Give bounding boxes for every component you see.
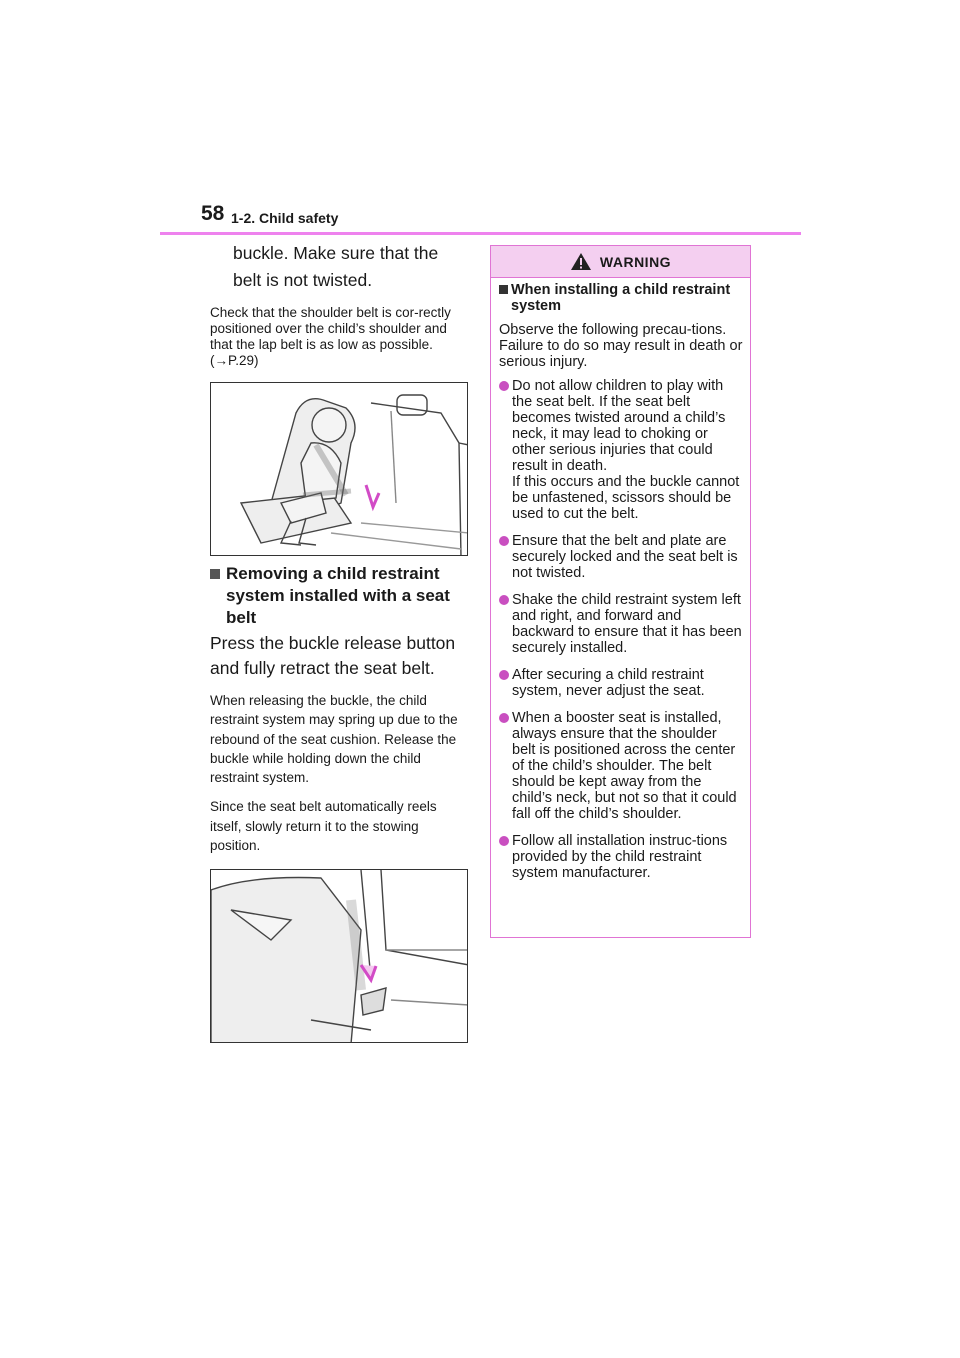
square-bullet-icon <box>499 285 508 294</box>
left-column <box>210 240 468 1043</box>
list-item: When a booster seat is installed, always ensure that the shoulder belt is positioned across the center of the child’s shoulder. The belt should be kept away from the child’s neck, but not so that it could fall off the child’s shoulder. <box>499 710 743 822</box>
header-rule <box>160 232 801 235</box>
bullet-dot-icon <box>499 536 509 546</box>
warning-title: WARNING <box>599 253 672 270</box>
list-item: After securing a child restraint system, never adjust the seat. <box>499 667 743 699</box>
booster-seat-illustration <box>210 382 468 556</box>
instruction-text: Press the buckle release button and fully retract the seat belt. <box>210 633 456 678</box>
warning-triangle-icon <box>570 252 592 271</box>
section-title: 1-2. Child safety <box>231 210 339 226</box>
buckle-release-illustration <box>210 869 468 1043</box>
bullet-dot-icon <box>499 836 509 846</box>
warning-list <box>499 378 743 881</box>
warning-subheading <box>499 282 743 314</box>
bullet-dot-icon <box>499 670 509 680</box>
list-item: Ensure that the belt and plate are securely locked and the seat belt is not twisted. <box>499 533 743 581</box>
check-note: Check that the shoulder belt is cor-rectly positioned over the child’s shoulder and that the lap belt is as low as possible. (→P.29) <box>210 305 451 368</box>
subheading-text: Removing a child restraint system installed with a seat belt <box>226 564 450 627</box>
bullet-dot-icon <box>499 595 509 605</box>
square-bullet-icon <box>210 569 220 579</box>
page-number: 58 <box>201 202 225 225</box>
release-note: When releasing the buckle, the child restraint system may spring up due to the rebound of the seat cushion. Release the buckle while holding down the child restraint system. <box>210 693 458 786</box>
removing-subheading <box>210 563 468 629</box>
list-item: Do not allow children to play with the seat belt. If the seat belt becomes twisted around a child’s neck, it may lead to choking or other serious injuries that could result in death. If this occurs and the buckle cannot be unfastened, scissors should be used to cut the belt. <box>499 378 743 522</box>
bullet-dot-icon <box>499 713 509 723</box>
warning-body <box>491 278 750 881</box>
warning-box <box>490 245 751 938</box>
warning-intro: Observe the following precau-tions. Failure to do so may result in death or serious injury. <box>499 322 743 370</box>
continued-text: buckle. Make sure that the belt is not twisted. <box>233 243 439 290</box>
warning-header <box>491 246 750 278</box>
bullet-dot-icon <box>499 381 509 391</box>
list-item: Follow all installation instruc-tions provided by the child restraint system manufacturer. <box>499 833 743 881</box>
list-item: Shake the child restraint system left and right, and forward and backward to ensure that it has been securely installed. <box>499 592 743 656</box>
warning-subheading-text: When installing a child restraint system <box>511 282 731 314</box>
reel-note: Since the seat belt automatically reels itself, slowly return it to the stowing position. <box>210 799 437 854</box>
